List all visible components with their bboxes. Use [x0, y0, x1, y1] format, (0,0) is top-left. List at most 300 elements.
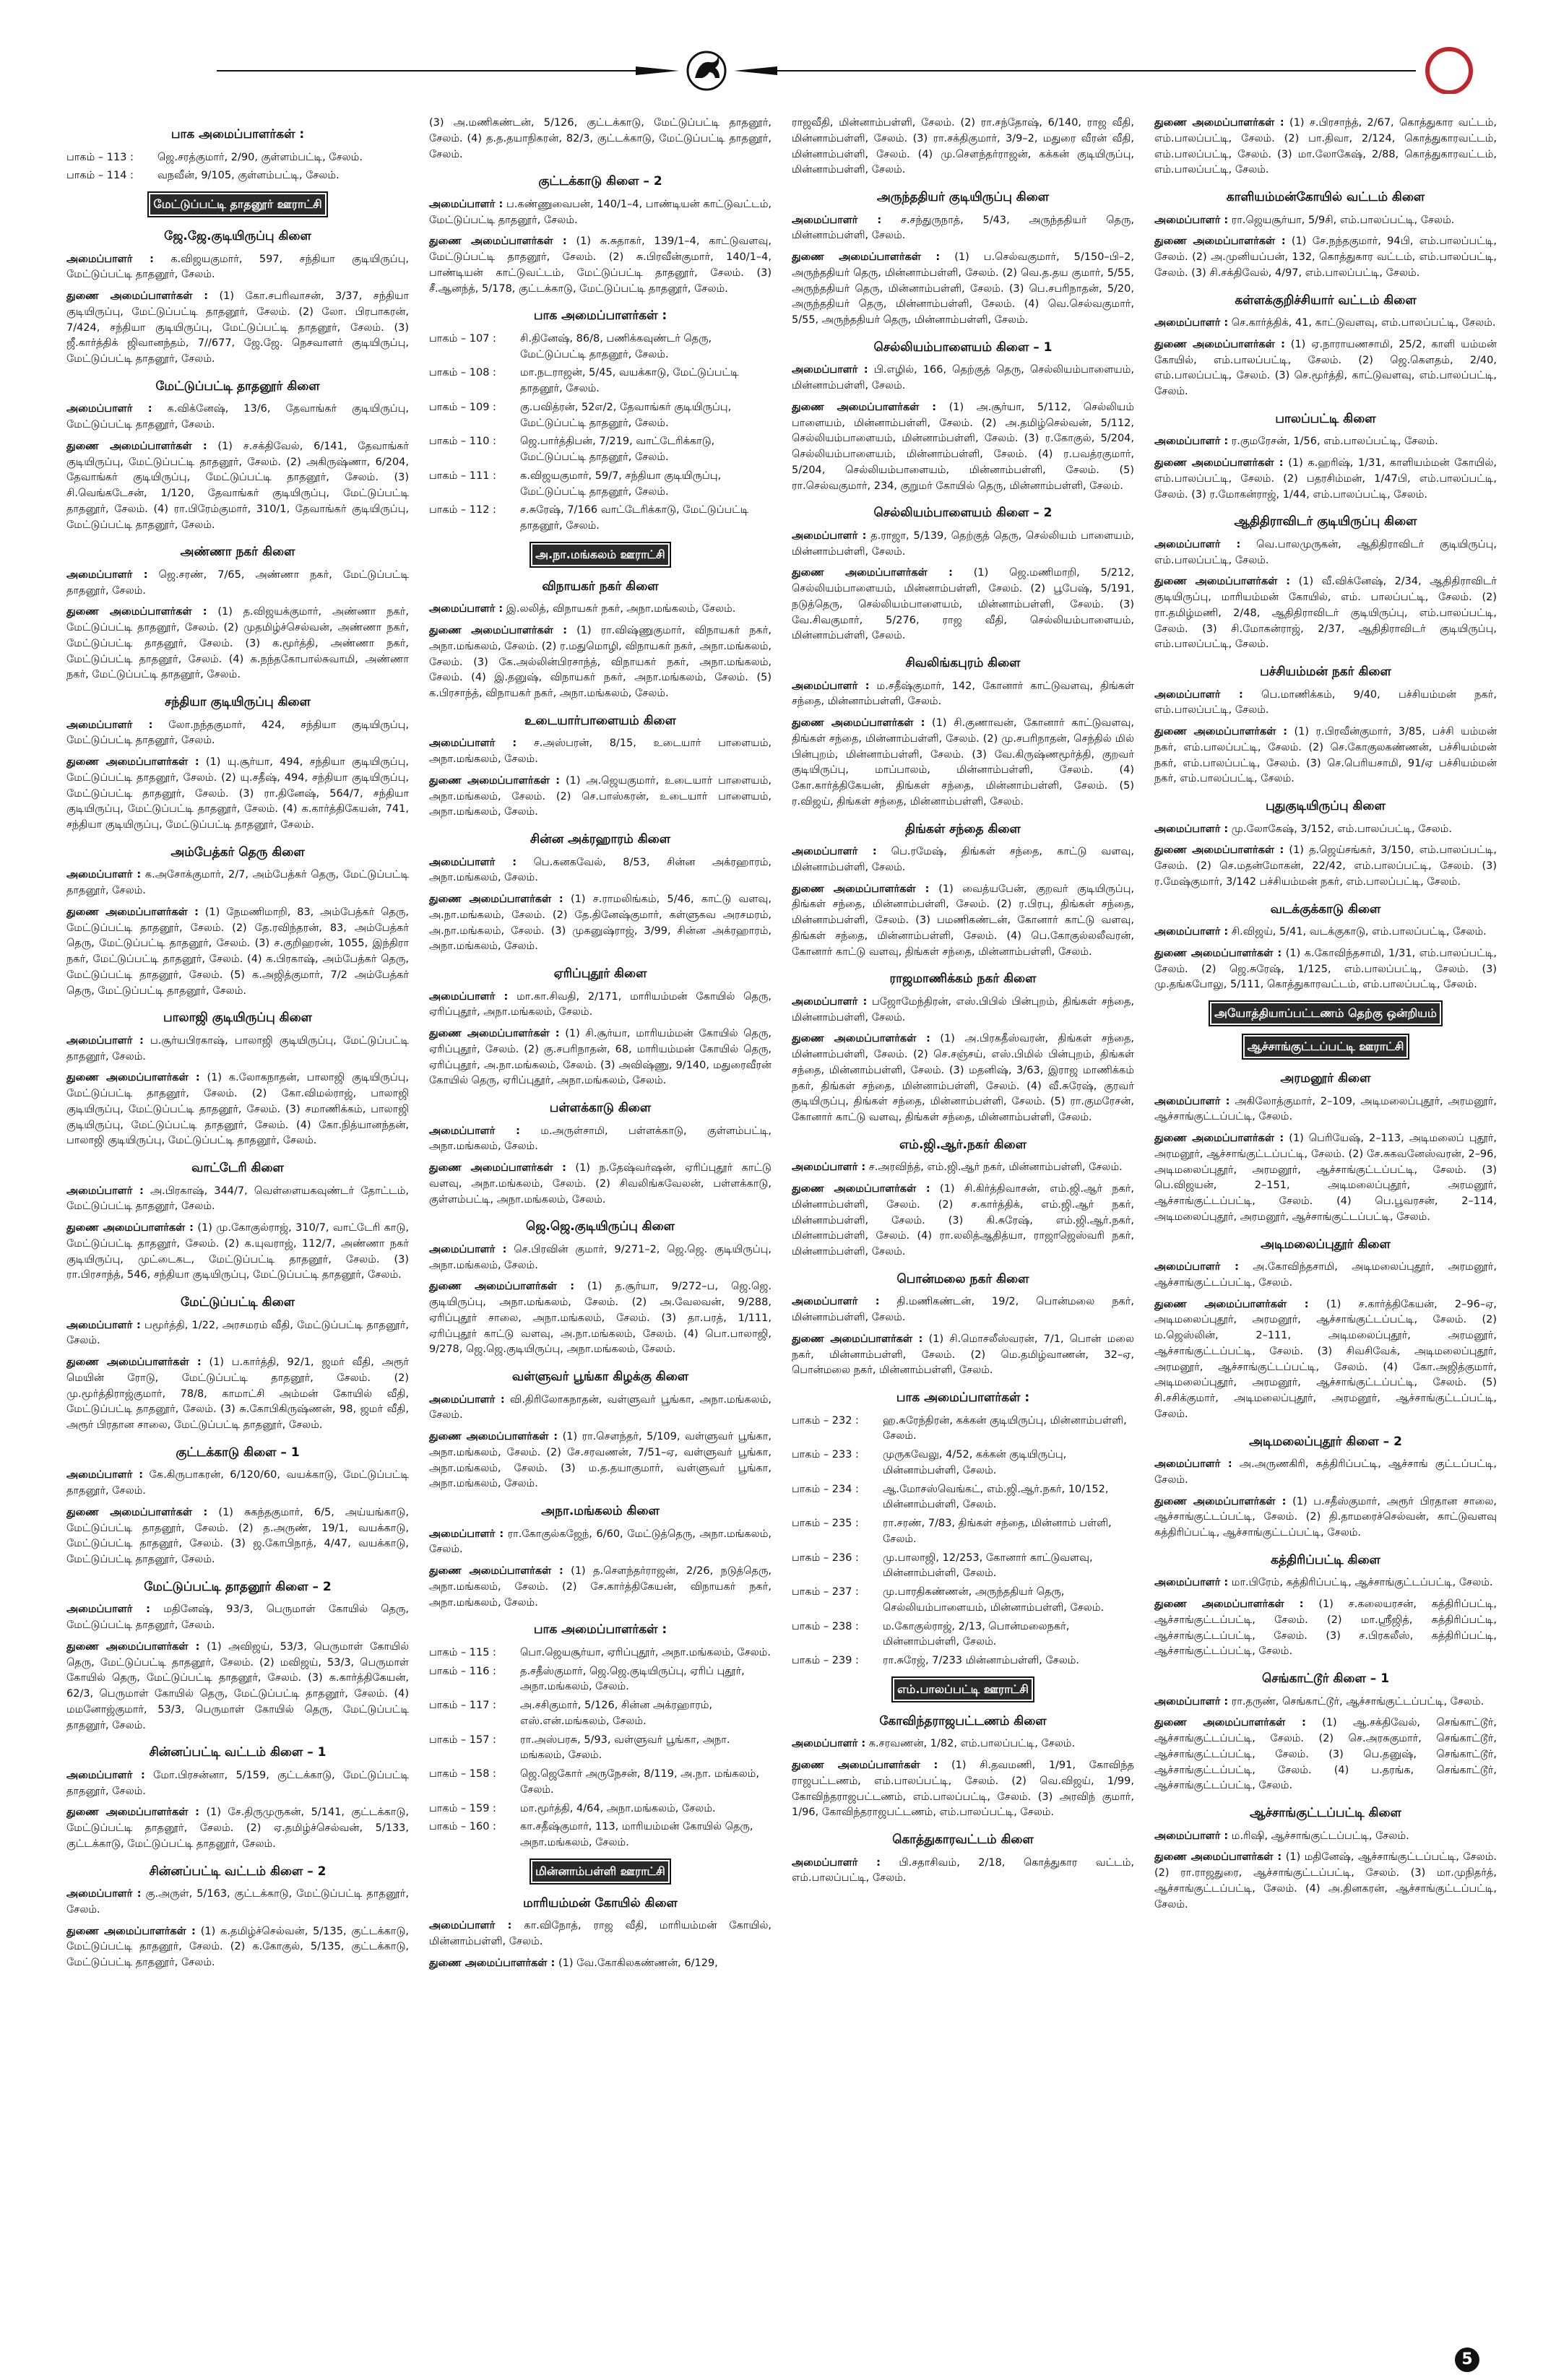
member-details: (1) அ.பிரகதீஸ்வரன், திங்கள் சந்தை, மின்னாம்பள்ளி, சேலம். (2) செ.சஞ்சய், எஸ்.பிமில் பின்புறம், திங்கள் சந்தை, மின்னாம்பள்ளி, சேலம். (3) மதனிஷ், 3/63, இராஜ மாணிக்கம் நகர், திங்கள் சந்தை, மின்னாம்பள்ளி, சேலம். (4) வீ.சுரேஷ், குரவர் குடியிருப்பு, திங்கள் சந்தை, மின்னாம்பள்ளி, சேலம். (5) ரா.குமரேசன், கோனார் காட்டு வளவு, திங்கள் சந்தை, மின்னாம்பள்ளி, சேலம். [792, 1033, 1134, 1123]
ward-row [792, 1653, 1134, 1669]
ward-row [429, 400, 772, 432]
ward-row [792, 1585, 1134, 1617]
member-entry [1154, 574, 1497, 653]
member-entry [1154, 946, 1497, 993]
ward-member: மு.பாலாஜி, 12/253, கோனார் காட்டுவளவு, மின்னாம்பள்ளி, சேலம். [883, 1552, 1093, 1580]
column-4 [1154, 116, 1497, 2337]
section-heading: மாரியம்மன் கோயில் கிளை [523, 1895, 678, 1911]
member-details: (1) வே.கோகிலகண்ணன், 6/129, [558, 1957, 718, 1969]
ward-member: சி.தினேஷ், 86/8, பணிக்கவுண்டர் தெரு, மேட்டுப்பட்டி தாதனூர், சேலம். [520, 332, 712, 360]
section-heading: ஜெ.ஜெ.குடியிருப்பு கிளை [525, 1219, 675, 1234]
ward-row [429, 332, 772, 363]
member-details: ச.அஸ்பரன், 8/15, உடையார் பாளையம், அநா.மங்கலம், சேலம். [429, 737, 772, 765]
role-label: அமைப்பாளர் : [66, 1319, 141, 1331]
role-label: அமைப்பாளர் : [66, 568, 148, 581]
member-entry [66, 1602, 409, 1634]
role-label: துணை அமைப்பாளர்கள் : [792, 1333, 923, 1345]
section-heading: செல்லியம்பாளையம் கிளை – 1 [873, 339, 1053, 355]
section-heading: அடிமலைப்புதூர் கிளை [1261, 1237, 1391, 1252]
member-details: (1) அ.ஜெயகுமார், உடையார் பாளையம், அநா.மங்கலம், சேலம். (2) செ.பாஸ்கரன், உடையார் பாளையம், அநா.மங்கலம், சேலம். [429, 774, 772, 818]
role-label: அமைப்பாளர் : [66, 1604, 150, 1616]
member-details: (1) சி.தவமணி, 1/91, கோவிந்த ராஜபட்டணம், எம்.பாலப்பட்டி, சேலம். (2) வெ.விஜய், 1/99, கோவிந்தராஜபட்டணம், எம்.பாலப்பட்டி, சேலம். (3) அரவிந் குமார், 1/96, கோவிந்தராஜபட்டணம், எம்.பாலப்பட்டி, சேலம். [792, 1760, 1134, 1819]
member-entry [1154, 1575, 1497, 1591]
ward-number: பாகம் – 237 : [792, 1586, 859, 1598]
member-entry [429, 736, 772, 768]
ward-row [429, 1819, 772, 1851]
member-entry [66, 1184, 409, 1216]
role-label: அமைப்பாளர் : [66, 1888, 142, 1900]
member-entry [792, 213, 1134, 245]
member-entry [1154, 724, 1497, 787]
ward-number: பாகம் – 234 : [792, 1483, 859, 1495]
ward-member: ரா.சரண், 7/83, திங்கள் சந்தை, மின்னாம் பள்ளி, சேலம். [883, 1518, 1112, 1545]
member-entry [429, 1956, 772, 1972]
member-details: த.ராஜா, 5/139, தெற்குத் தெரு, செல்லியம் பாளையம், மின்னாம்பள்ளி, சேலம். [792, 529, 1134, 558]
role-label: அமைப்பாளர் : [1154, 1577, 1229, 1589]
member-details: பஜோமேந்திரன், எஸ்.பிபில் பின்புறம், திங்கள் சந்தை, மின்னாம்பள்ளி, சேலம். [792, 995, 1134, 1024]
section-heading: கத்திரிப்பட்டி கிளை [1271, 1552, 1380, 1567]
role-label: அமைப்பாளர் : [1154, 1695, 1229, 1708]
role-label: அமைப்பாளர் : [1154, 1261, 1239, 1273]
role-label: துணை அமைப்பாளர்கள் : [1154, 1495, 1287, 1507]
role-label: துணை அமைப்பாளர்கள் : [429, 1028, 560, 1039]
member-entry [429, 1918, 772, 1950]
role-label: அமைப்பாளர் : [429, 737, 517, 750]
panchayat-banner: அ.நா.மங்கலம் ஊராட்சி [530, 542, 670, 568]
role-label: துணை அமைப்பாளர்கள் : [429, 893, 563, 905]
member-entry [1154, 1715, 1497, 1794]
section-heading: காளியம்மன்கோயில் வட்டம் கிளை [1226, 190, 1425, 204]
member-entry [1154, 1829, 1497, 1845]
member-entry [792, 1294, 1134, 1326]
header-ornament [0, 0, 1543, 94]
role-label: துணை அமைப்பாளர்கள் : [792, 1033, 930, 1045]
member-details: (1) ரா.செளந்தர், 5/109, வள்ளுவர் பூங்கா, அநா.மங்கலம், சேலம். (2) சே.சரவணன், 7/51–ஏ, வள்ளுவர் பூங்கா, அநா.மங்கலம், சேலம். (3) ம.த.தயாகுமார், வள்ளுவர் பூங்கா, அநா.மங்கலம், சேலம். [429, 1431, 772, 1490]
member-entry [429, 1026, 772, 1089]
role-label: துணை அமைப்பாளர்கள் : [429, 1281, 575, 1293]
member-entry [429, 990, 772, 1021]
member-entry [1154, 1597, 1497, 1660]
member-details: கா.விநோத், ராஜ வீதி, மாரியம்மன் கோயில், மின்னாம்பள்ளி, சேலம். [429, 1920, 772, 1947]
member-entry [1154, 925, 1497, 940]
role-label: அமைப்பாளர் : [1154, 1830, 1229, 1842]
section-heading: பச்சியம்மன் நகர் கிளை [1260, 665, 1391, 679]
member-entry [1154, 1297, 1497, 1423]
panchayat-banner: எம்.பாலப்பட்டி ஊராட்சி [891, 1676, 1034, 1702]
section-heading: எம்.ஜி.ஆர்.நகர் கிளை [899, 1137, 1026, 1152]
member-details: (1) க.ஹரிஷ், 1/31, காளியம்மன் கோயில், எம்.பாலப்பட்டி, சேலம். (2) பதரசிம்மன், 1/47பி, எம்.பாலப்பட்டி, சேலம். (3) ர.மோகன்ராஜ், 1/44, எம்.பாலப்பட்டி, சேலம். [1154, 457, 1497, 501]
member-details: க.விஜயகுமார், 597, சந்தியா குடியிருப்பு, மேட்டுப்பட்டி தாதனூர், சேலம். [66, 253, 409, 281]
ward-number: பாகம் – 109 : [429, 401, 496, 413]
role-label: துணை அமைப்பாளர்கள் : [66, 1640, 200, 1653]
role-label: துணை அமைப்பாளர்கள் : [1154, 457, 1284, 469]
member-details: (1) மு.கோகுல்ராஜ், 310/7, வாட்டேரி காடு, மேட்டுப்பட்டி தாதனூர், சேலம். (2) க.யுவராஜ், 112/7, அண்ணா நகர் குடியிருப்பு, முட்டைகட, மேட்டுப்பட்டி தாதனூர், சேலம். (3) ரா.பிரசாந்த், 546, சந்தியா குடியிருப்பு, மேட்டுப்பட்டி தாதனூர், சேலம். [66, 1222, 409, 1281]
ward-row [429, 1801, 772, 1817]
member-entry [66, 1034, 409, 1065]
member-entry [66, 252, 409, 284]
ward-member: ரா.சுரேஜ், 7/233 மின்னாம்பள்ளி, சேலம். [883, 1655, 1080, 1666]
column-1 [66, 116, 409, 2337]
role-label: துணை அமைப்பாளர்கள் : [1154, 1298, 1309, 1310]
section-heading: ஆதிதிராவிடர் குடியிருப்பு கிளை [1234, 514, 1417, 529]
member-entry [792, 566, 1134, 644]
section-heading: அண்ணா நகர் கிளை [180, 545, 295, 560]
member-details: (1) ஏ.நாராயணசாமி, 25/2, காளி யம்மன் கோயில், எம்.பாலப்பட்டி, சேலம். (2) ஜெ.கௌதம், 2/40, எம்.பாலப்பட்டி, சேலம். (3) செ.மூர்த்தி, காட்டுவளவு, எம்.பாலப்பட்டி, சேலம். [1154, 338, 1497, 397]
role-label: அமைப்பாளர் : [792, 364, 868, 376]
member-entry [66, 1768, 409, 1800]
role-label: துணை அமைப்பாளர்கள் : [1154, 1717, 1306, 1729]
member-entry [66, 1221, 409, 1284]
member-entry [1154, 213, 1497, 229]
role-label: அமைப்பாளர் : [1154, 688, 1243, 701]
section-heading: செங்காட்டூர் கிளை – 1 [1261, 1671, 1390, 1686]
column-3 [792, 116, 1134, 2337]
member-entry [792, 1031, 1134, 1126]
ward-number: பாகம் – 158 : [429, 1768, 496, 1780]
column-2 [429, 116, 772, 2337]
role-label: துணை அமைப்பாளர்கள் : [66, 1806, 199, 1819]
role-label: துணை அமைப்பாளர்கள் : [1154, 1598, 1304, 1610]
role-label: அமைப்பாளர் : [1154, 823, 1229, 835]
role-label: துணை அமைப்பாளர்கள் : [66, 440, 207, 452]
section-heading: பாக அமைப்பாளர்கள் : [533, 1622, 667, 1637]
member-details: க.விக்னேஷ், 13/6, தேவாங்கர் குடியிருப்பு, மேட்டுப்பட்டி தாதனூர், சேலம். [66, 403, 409, 430]
section-heading: ஆச்சாங்குட்டப்பட்டி கிளை [1250, 1806, 1401, 1820]
section-heading: பாலாஜி குடியிருப்பு கிளை [163, 1011, 313, 1026]
section-heading: பாக அமைப்பாளர்கள் : [170, 127, 305, 142]
member-entry [66, 1887, 409, 1918]
section-heading: அநா.மங்கலம் கிளை [541, 1504, 660, 1518]
ward-number: பாகம் – 232 : [792, 1414, 859, 1427]
ward-row [429, 365, 772, 397]
role-label: அமைப்பாளர் : [66, 1469, 144, 1481]
section-heading: அருந்ததியர் குடியிருப்பு கிளை [876, 190, 1050, 204]
role-label: துணை அமைப்பாளர்கள் : [66, 756, 199, 768]
section-heading: பாக அமைப்பாளர்கள் : [533, 308, 667, 324]
member-entry [1154, 234, 1497, 281]
member-details: (1) ந.தேஷ்வர்ஷன், ஏரிப்புதூர் காட்டு வளவு, அநா.மங்கலம், சேலம். (2) சிவலிங்கவேலன், பள்ளக்காடு, குள்ளம்பட்டி, அநா.மங்கலம், சேலம். [429, 1162, 772, 1206]
ward-row [66, 150, 409, 166]
role-label: அமைப்பாளர் : [792, 995, 868, 1008]
member-details: (1) க.லோகநாதன், பாலாஜி குடியிருப்பு, மேட்டுப்பட்டி தாதனூர், சேலம். (2) கோ.விமல்ராஜ், பாலாஜி குடியிருப்பு, மேட்டுப்பட்டி தாதனூர், சேலம். (3) சமாணிக்கம், பாலாஜி குடியிருப்பு, மேட்டுப்பட்டி தாதனூர், சேலம். (4) கோ.நித்யானந்தன், பாலாஜி குடியிருப்பு, மேட்டுப்பட்டி தாதனூர், சேலம். [66, 1072, 409, 1147]
member-details: பெ.ரமேஷ், திங்கள் சந்தை, காட்டு வளவு, மின்னாம்பள்ளி, சேலம். [792, 846, 1134, 873]
member-details: ப.கண்ணுவைபன், 140/1–4, பாண்டியன் காட்டுவட்டம், மேட்டுப்பட்டி தாதனூர், சேலம். [429, 198, 772, 226]
role-label: துணை அமைப்பாளர்கள் : [792, 717, 925, 729]
section-heading: ஏரிப்புதூர் கிளை [553, 966, 647, 981]
ward-number: பாகம் – 113 : [66, 151, 134, 163]
role-label: துணை அமைப்பாளர்கள் : [66, 606, 207, 618]
member-details: (1) ச.சக்திவேல், 6/141, தேவாங்கர் குடியிருப்பு, மேட்டுப்பட்டி தாதனூர், சேலம். (2) அகிருஷ்ணா, 6/204, தேவாங்கர் குடியிருப்பு, மேட்டுப்பட்டி தாதனூர், சேலம். (3) சி.வெங்கடேசன், 1/120, தேவாங்கர் குடியிருப்பு, மேட்டுப்பட்டி தாதனூர், சேலம். (4) ரா.பிரேம்குமார், 310/1, தேவாங்கர் குடியிருப்பு, மேட்டுப்பட்டி தாதனூர், சேலம். [66, 440, 409, 531]
role-label: அமைப்பாளர் : [429, 990, 509, 1003]
member-details: (1) ஜெ.மணிமாறி, 5/212, செல்லியம்பாளையம், மின்னாம்பள்ளி, சேலம். (2) பூபேஷ், 5/191, நடுத்தெரு, செல்லியம்பாளையம், மின்னாம்பள்ளி, சேலம். (3) வே.சிவகுமார், 5/276, ராஜ வீதி, செல்லியம்பாளையம், மின்னாம்பள்ளி, சேலம். [792, 567, 1134, 642]
role-label: துணை அமைப்பாளர்கள் : [1154, 576, 1291, 588]
role-label: அமைப்பாளர் : [792, 1856, 881, 1869]
member-entry [66, 1070, 409, 1149]
ward-member: மா.நடராஜன், 5/45, வயக்காடு, மேட்டுப்பட்டி தாதனூர், சேலம். [520, 367, 739, 394]
section-heading: கொத்துகாரவட்டம் கிளை [892, 1832, 1034, 1847]
member-entry [1154, 456, 1497, 503]
section-heading: சின்ன அக்ரஹாரம் கிளை [530, 832, 671, 847]
member-entry [1154, 434, 1497, 450]
role-label: துணை அமைப்பாளர்கள் : [1154, 726, 1288, 737]
ward-number: பாகம் – 108 : [429, 367, 496, 379]
ward-member: ஜெ.ஜெகோர் அருநேசன், 8/119, அ.நா. மங்கலம், சேலம். [520, 1768, 759, 1796]
ward-number: பாகம் – 233 : [792, 1449, 859, 1461]
role-label: துணை அமைப்பாளர்கள் : [429, 1957, 556, 1969]
member-details: (1) சி.கிர்த்திவாசன், எம்.ஜி.ஆர் நகர், மின்னாம்பள்ளி, சேலம். (2) ச.கார்த்திக், எம்.ஜி.ஆர் நகர், மின்னாம்பள்ளி, சேலம். (3) கி.சுரேஷ், எம்.ஜி.ஆர்.நகர், மின்னாம்பள்ளி, சேலம். (4) ரா.லலித்ஆதித்யா, ராஜாஜெஸ்வரி நகர், மின்னாம்பள்ளி, சேலம். [792, 1183, 1134, 1258]
member-details: (1) அவிஜய், 53/3, பெருமாள் கோயில் தெரு, மேட்டுப்பட்டி தாதனூர், சேலம். (2) மவிஜய், 53/3, பெருமாள் கோயில் தெரு, மேட்டுப்பட்டி தாதனூர், சேலம். (3) க.கார்த்திகேயன், 62/3, பெருமாள் கோயில் தெரு, மேட்டுப்பட்டி தாதனூர், சேலம். (4) மமனோஜ்குமார், 53/3, பெருமாள் கோயில் தெரு, மேட்டுப்பட்டி தாதனூர், சேலம். [66, 1640, 409, 1731]
ward-number: பாகம் – 238 : [792, 1620, 859, 1632]
member-details: ச.சந்துருநாத், 5/43, அருந்ததியர் தெரு, மின்னாம்பள்ளி, சேலம். [792, 214, 1134, 242]
member-entry [792, 250, 1134, 329]
section-heading: மேட்டுப்பட்டி தாதனூர் கிளை [155, 378, 320, 394]
role-label: துணை அமைப்பாளர்கள் : [429, 235, 567, 248]
role-label: அமைப்பாளர் : [429, 1920, 512, 1932]
role-label: துணை அமைப்பாளர்கள் : [1154, 844, 1284, 857]
ward-number: பாகம் – 115 : [429, 1646, 496, 1658]
member-details: அ.பிரகாஷ், 344/7, வெள்ளையகவுண்டர் தோட்டம், மேட்டுப்பட்டி தாதனூர், சேலம். [66, 1185, 409, 1213]
member-entry [66, 867, 409, 899]
member-entry [66, 718, 409, 750]
panchayat-banner: மேட்டுப்பட்டி தாதனூர் ஊராட்சி [147, 191, 327, 217]
member-details: பமூர்த்தி, 1/22, அரசமரம் வீதி, மேட்டுப்பட்டி தாதனூர், சேலம். [66, 1319, 409, 1347]
member-details: (1) வைத்யபேன், குறவர் குடியிருப்பு, திங்கள் சந்தை, மின்னாம்பள்ளி, சேலம். (2) ர.பிரபு, திங்கள் சந்தை, மின்னாம்பள்ளி, சேலம். (3) பமணிகண்டன், கோனார் காட்டு வளவு, திங்கள் சந்தை, மின்னாம்பள்ளி, சேலம். (4) பெ.கோகுல்லலீவரன், கோனார் காட்டு வளவு, திங்கள் சந்தை, மின்னாம்பள்ளி, சேலம். [792, 883, 1134, 958]
section-heading: அடிமலைப்புதூர் கிளை – 2 [1249, 1434, 1402, 1449]
section-heading: பள்ளக்காடு கிளை [549, 1101, 652, 1115]
role-label: அமைப்பாளர் : [66, 1034, 144, 1047]
panchayat-banner: மின்னாம்பள்ளி ஊராட்சி [530, 1858, 671, 1884]
member-details: ரா.கோகுல்கஜேந், 6/60, மேட்டுத்தெரு, அநா.மங்கலம், சேலம். [429, 1528, 772, 1556]
member-details: (1) த.ஜெய்சங்கர், 3/150, எம்.பாலப்பட்டி, சேலம். (2) செ.மதன்மோகன், 22/42, எம்.பாலப்பட்டி, சேலம். (3) ர.மேஷ்குமார், 3/142 பச்சியம்மன் நகர், எம்.பாலப்பட்டி, சேலம். [1154, 844, 1497, 888]
member-details: செ.கார்த்திக், 41, காட்டுவளவு, எம்.பாலப்பட்டி, சேலம். [1231, 317, 1496, 329]
member-details: தி.மணிகண்டன், 19/2, பொன்மலை நகர், மின்னாம்பள்ளி, சேலம். [792, 1296, 1134, 1323]
section-heading: குட்டக்காடு கிளை – 2 [538, 174, 662, 189]
section-heading: சிவலிங்கபுரம் கிளை [905, 656, 1021, 670]
member-details: ர.குமரேசன், 1/56, எம்.பாலப்பட்டி, சேலம். [1231, 436, 1438, 448]
ward-row [429, 503, 772, 535]
article-columns [66, 116, 1497, 2337]
ward-member: ச.சுரேஷ், 7/166 வாட்டேரிக்காடு, மேட்டுப்பட்டி தாதனூர், சேலம். [520, 504, 749, 532]
member-details: (1) ரா.விஷ்ணுகுமார், விநாயகர் நகர், அநா.மங்கலம், சேலம். (2) ர.மதுமொழி, விநாயகர் நகர், அநா.மங்கலம், சேலம். (3) கே.அல்லின்பிரசாந்த், விநாயகர் நகர், அநா.மங்கலம், சேலம். (4) இ.தனுஷ், விநாயகர் நகர், அநா.மங்கலம், சேலம். (5) க.பிரசாந்த், விநாயகர் நகர், அநா.மங்கலம், சேலம். [429, 625, 772, 699]
role-label: துணை அமைப்பாளர்கள் : [66, 1925, 196, 1937]
ward-member: முருகவேலு, 4/52, கக்கன் குடியிருப்பு, மின்னாம்பள்ளி, சேலம். [883, 1449, 1067, 1476]
role-label: அமைப்பாளர் : [66, 719, 153, 731]
role-label: துணை அமைப்பாளர்கள் : [429, 1431, 558, 1442]
member-entry [792, 1736, 1134, 1752]
ward-member: ஜெ.பார்த்திபன், 7/219, வாட்டேரிக்காடு, மேட்டுப்பட்டி தாதனூர், சேலம். [520, 436, 715, 463]
member-entry [1154, 688, 1497, 719]
member-entry [1154, 843, 1497, 890]
ward-row [792, 1551, 1134, 1583]
role-label: அமைப்பாளர் : [792, 1738, 866, 1750]
member-entry [1154, 1260, 1497, 1291]
role-label: துணை அமைப்பாளர்கள் : [792, 567, 953, 579]
role-label: அமைப்பாளர் : [66, 1769, 145, 1781]
member-details: (1) த.விஜயக்குமார், அண்ணா நகர், மேட்டுப்பட்டி தாதனூர், சேலம். (2) முதமிழ்ச்செல்வன், அண்ணா நகர், மேட்டுப்பட்டி தாதனூர், சேலம். (3) க.மூர்த்தி, அண்ணா நகர், மேட்டுப்பட்டி தாதனூர், சேலம். (4) க.நந்தகோபால்சுவாமி, அண்ணா நகர், மேட்டுப்பட்டி தாதனூர், சேலம். [66, 606, 409, 681]
member-entry [792, 679, 1134, 711]
member-details: ரா.ஜெயசூர்யா, 5/9சி, எம்.பாலப்பட்டி, சேலம். [1231, 214, 1455, 226]
member-details: பி.எழில், 166, தெற்குத் தெரு, செல்லியம்பாளையம், மின்னாம்பள்ளி, சேலம். [792, 364, 1134, 391]
role-label: துணை அமைப்பாளர்கள் : [792, 1183, 930, 1195]
member-details: (1) ர.பிரவீன்குமார், 3/85, பச்சி யம்மன் நகர், எம்.பாலப்பட்டி, சேலம். (2) செ.கோகுலகண்ணன், பச்சியம்மன் நகர், எம்.பாலப்பட்டி, சேலம். (3) செ.பெரியசாமி, 91/ஏ பச்சியம்மன் நகர், எம்.பாலப்பட்டி, சேலம். [1154, 726, 1497, 785]
member-entry [429, 1279, 772, 1358]
member-details: மா.பிரேம், கத்திரிப்பட்டி, ஆச்சாங்குட்டப்பட்டி, சேலம். [1231, 1577, 1493, 1589]
role-label: துணை அமைப்பாளர்கள் : [66, 906, 199, 918]
member-entry [1154, 337, 1497, 400]
ward-member: மு.பாரதிகண்ணன், அருந்ததியர் தெரு, செல்லியம்பாளையம், மின்னாம்பள்ளி, சேலம். [883, 1586, 1105, 1614]
member-entry [1154, 1695, 1497, 1710]
section-heading: பாக அமைப்பாளர்கள் : [896, 1390, 1030, 1405]
member-details: மதினேஷ், 93/3, பெருமாள் கோயில் தெரு, மேட்டுப்பட்டி தாதனூர், சேலம். [66, 1604, 409, 1631]
role-label: துணை அமைப்பாளர்கள் : [1154, 117, 1284, 129]
member-details: (1) கோ.சபரிவாசன், 3/37, சந்தியா குடியிருப்பு, மேட்டுப்பட்டி தாதனூர், சேலம். (2) லோ. பிரபாகரன், 7/424, சந்தியா குடியிருப்பு, மேட்டுப்பட்டி தாதனூர், சேலம். (3) ஜீ.கார்த்திக் ஜிவானந்தம், 7//677, ஜே.ஜே. நெசவாளர் குடியிருப்பு, மேட்டுப்பட்டி தாதனூர், சேலம். [66, 290, 409, 365]
member-entry [66, 905, 409, 1000]
ward-row [429, 469, 772, 501]
section-heading: புதுகுடியிருப்பு கிளை [1266, 799, 1386, 813]
ward-row [429, 1733, 772, 1765]
member-details: அ.அருணகிரி, கத்திரிப்பட்டி, ஆச்சாங் குட்டப்பட்டி, சேலம். [1154, 1458, 1497, 1486]
ward-row [792, 1482, 1134, 1514]
role-label: அமைப்பாளர் : [429, 1528, 504, 1540]
ward-number: பாகம் – 110 : [429, 436, 496, 448]
role-label: அமைப்பாளர் : [1154, 214, 1229, 226]
role-label: அமைப்பாளர் : [66, 1185, 144, 1197]
member-details: (1) ப.செல்வகுமார், 5/150–பி–2, அருந்ததியர் தெரு, மின்னாம்பள்ளி, சேலம். (2) வெ.த.தய குமார், 5/55, அருந்ததியர் தெரு, மின்னாம்பள்ளி, சேலம். (3) பெ.சபரிநாதன், 5/20, அருந்ததியர் தெரு, மின்னாம்பள்ளி, சேலம். (4) வெ.செல்வகுமார், 5/55, அருந்ததியர் தெரு, மின்னாம்பள்ளி, சேலம். [792, 251, 1134, 326]
role-label: அமைப்பாளர் : [66, 403, 152, 415]
role-label: துணை அமைப்பாளர்கள் : [66, 1222, 194, 1234]
member-details: (1) மதினேஷ், ஆச்சாங்குட்டப்பட்டி, சேலம். (2) ரா.ராஜதுரை, ஆச்சாங்குட்டப்பட்டி, சேலம். (3) மா.முநிதர்த், ஆச்சாங்குட்டப்பட்டி, சேலம். (4) அ.தினகரன், ஆச்சாங்குட்டப்பட்டி, சேலம். [1154, 1851, 1497, 1911]
member-entry [66, 605, 409, 683]
ward-member: ஜெ.சரத்குமார், 2/90, குள்ளம்பட்டி, சேலம். [157, 151, 363, 163]
member-details: மு.லோகேஷ், 3/152, எம்.பாலப்பட்டி, சேலம். [1231, 823, 1452, 835]
member-details: (1) சே.திருமுருகன், 5/141, குட்டக்காடு, மேட்டுப்பட்டி தாதனூர், சேலம். (2) ஏ.தமிழ்ச்செல்வன், 5/133, குட்டக்காடு, மேட்டுப்பட்டி தாதனூர், சேலம். [66, 1806, 409, 1850]
member-entry [1154, 116, 1497, 178]
role-label: துணை அமைப்பாளர்கள் : [429, 1565, 563, 1577]
member-details: (1) ப.கார்த்தி, 92/1, ஜமர் வீதி, அரூர் மெயின் ரோடு, மேட்டுப்பட்டி தாதனூர், சேலம். (2) மு.மூர்த்திராஜ்குமார், 78/8, காமாட்சி அம்மன் கோயில் வீதி, மேட்டுப்பட்டி தாதனூர், சேலம். (3) சு.கோபிகிருஷ்ணன், 98, ஜமர் வீதி, அரூர் பிரதான சாலை, மேட்டுப்பட்டி தாதனூர், சேலம். [66, 1356, 409, 1431]
member-details: அகிலோத்குமார், 2–109, அடிமலைப்புதூர், அரமனூர், ஆச்சாங்குட்டப்பட்டி, சேலம். [1154, 1095, 1497, 1123]
member-details: (1) பெரியேஷ், 2–113, அடிமலைப் புதூர், அரமனூர், ஆச்சாங்குட்டப்பட்டி, சேலம். (2) சே.சுகவனேஸ்வரன், 2–96, அடிமலைப்புதூர், அரமனூர், ஆச்சாங்குட்டப்பட்டி, சேலம். (3) பெ.விஜயன், 2–151, அடிமலைப்புதூர், அரமனூர், ஆச்சாங்குட்டப்பட்டி, சேலம். (4) பெ.பூவரசன், 2–114, அடிமலைப்புதூர், அரமனூர், ஆச்சாங்குட்டப்பட்டி, சேலம். [1154, 1133, 1497, 1223]
member-details: (1) சி.மொசலீஸ்வரன், 7/1, பொன் மலை நகர், மின்னாம்பள்ளி, சேலம். (2) மெ.தமிழ்வாணன், 32–ஏ, பொன்மலை நகர், மின்னாம்பள்ளி, சேலம். [792, 1333, 1134, 1377]
section-heading: செல்லியம்பாளையம் கிளை – 2 [873, 506, 1053, 521]
member-entry [792, 716, 1134, 810]
role-label: துணை அமைப்பாளர்கள் : [1154, 1133, 1284, 1144]
role-label: துணை அமைப்பாளர்கள் : [792, 401, 937, 413]
role-label: அமைப்பாளர் : [429, 603, 503, 615]
member-entry [792, 1160, 1134, 1176]
member-entry [66, 1505, 409, 1568]
section-heading: மேட்டுப்பட்டி கிளை [180, 1295, 295, 1310]
member-details: மா.கா.சிவதி, 2/171, மாரியம்மன் கோயில் தெரு, ஏரிப்புதூர், அநா.மங்கலம், சேலம். [429, 990, 772, 1018]
role-label: துணை அமைப்பாளர்கள் : [1154, 1851, 1282, 1864]
ward-row [792, 1448, 1134, 1479]
member-entry [792, 995, 1134, 1026]
member-details: (1) ஆ.சக்திவேல், செங்காட்டூர், ஆச்சாங்குட்டப்பட்டி, சேலம். (2) செ.அரசுகுமார், செங்காட்டூர், ஆச்சாங்குட்டப்பட்டி, சேலம். (3) பெ.தனுஷ், செங்காட்டூர், ஆச்சாங்குட்டப்பட்டி, சேலம். (4) ப.தரங்க, செங்காட்டூர், ஆச்சாங்குட்டப்பட்டி, சேலம். [1154, 1717, 1497, 1792]
member-details: (1) க.தமிழ்ச்செல்வன், 5/135, குட்டக்காடு, மேட்டுப்பட்டி தாதனூர், சேலம். (2) க.கோகுல், 5/135, குட்டக்காடு, மேட்டுப்பட்டி தாதனூர், சேலம். [66, 1925, 409, 1968]
section-heading: பொன்மலை நகர் கிளை [896, 1271, 1029, 1286]
section-heading: பாலப்பட்டி கிளை [1275, 411, 1376, 426]
ward-member: கு.பவித்ரன், 52எ/2, தேவாங்கர் குடியிருப்பு, மேட்டுப்பட்டி தாதனூர், சேலம். [520, 401, 732, 429]
member-details: ஜெ.சரண், 7/65, அண்ணா நகர், மேட்டுப்பட்டி தாதனூர், சேலம். [66, 568, 409, 597]
member-details: செ.பிரவின் குமார், 9/271–2, ஜெ.ஜெ. குடியிருப்பு, அநா.மங்கலம், சேலம். [429, 1243, 772, 1271]
member-entry [66, 402, 409, 433]
member-details: இ.லலித், விநாயகர் நகர், அநா.மங்கலம், சேலம். [506, 603, 736, 615]
ward-member: ஆ.மோசஸ்வெங்கட், எம்.ஜி.ஆர்.நகர், 10/152, மின்னாம்பள்ளி, சேலம். [883, 1483, 1109, 1511]
section-heading: ஜே.ஜே.குடியிருப்பு கிளை [164, 229, 311, 243]
section-heading: அரமனூர் கிளை [1280, 1071, 1371, 1086]
section-heading: விநாயகர் நகர் கிளை [542, 579, 659, 594]
ward-member: த.சதீஸ்குமார், ஜெ.ஜெ.குடியிருப்பு, ஏரிப் புதூர், அநா.மங்கலம், சேலம். [520, 1665, 745, 1693]
member-entry [429, 1393, 772, 1424]
ward-row [792, 1516, 1134, 1548]
member-entry [66, 1640, 409, 1734]
member-details: பெ.மாணிக்கம், 9/40, பச்சியம்மன் நகர், எம்.பாலப்பட்டி, சேலம். [1154, 688, 1497, 717]
member-entry [792, 363, 1134, 394]
ward-member: அ.சசிகுமார், 5/126, சின்ன அக்ரஹாரம், எஸ்.என்.மங்கலம், சேலம். [520, 1700, 713, 1727]
member-entry [429, 774, 772, 821]
member-details: ம.ரிஷி, ஆச்சாங்குட்டப்பட்டி, சேலம். [1231, 1830, 1409, 1842]
section-heading: வள்ளுவர் பூங்கா கிழக்கு கிளை [511, 1369, 689, 1384]
member-details: (1) ச.கார்த்திகேயன், 2–96–ஏ, அடிமலைப்புதூர், அரமனூர், ஆச்சாங்குட்டப்பட்டி, சேலம். (2) ம.ஜெஸ்லின், 2–111, அடிமலைப்புதூர், அரமனூர், ஆச்சாங்குட்டப்பட்டி, சேலம். (3) சிவசிவேக், அடிமலைப்புதூர், அரமனூர், ஆச்சாங்குட்டப்பட்டி, சேலம். (4) கோ.அஜித்குமார், அடிமலைப்புதூர், அரமனூர், ஆச்சாங்குட்டப்பட்டி, சேலம். (5) சி.சசிக்குமார், அடிமலைப்புதூர், அரமனூர், ஆச்சாங்குட்டப்பட்டி, சேலம். [1154, 1298, 1497, 1420]
member-entry [1154, 1457, 1497, 1489]
member-entry [429, 234, 772, 297]
ward-member: ம.கோகுல்ராஜ், 2/13, பொன்மலைநகர், மின்னாம்பள்ளி, சேலம். [883, 1620, 1070, 1648]
member-details: (1) அ.சூர்யா, 5/112, செல்லியம் பாளையம், மின்னாம்பள்ளி, சேலம். (2) அ.தமிழ்செல்வன், 5/112, செல்லியம்பாளையம், மின்னாம்பள்ளி, சேலம். (3) ர.கோகுல், 5/204, செல்லியம்பாளையம், மின்னாம்பள்ளி, சேலம். (4) ர.பவத்ரகுமார், 5/204, செல்லியம்பாளையம், மின்னாம்பள்ளி, சேலம். (5) ரா.செல்வகுமார், 234, குறுமர் கோயில் தெரு, மின்னாம்பள்ளி, சேலம். [792, 401, 1134, 492]
role-label: துணை அமைப்பாளர்கள் : [66, 290, 209, 302]
member-entry [66, 568, 409, 600]
ward-row [792, 1414, 1134, 1445]
member-entry [792, 882, 1134, 961]
member-entry [792, 529, 1134, 561]
ward-member: மா.மூர்த்தி, 4/64, அநா.மங்கலம், சேலம். [520, 1802, 716, 1814]
member-details: (1) சி.சூர்யா, மாரியம்மன் கோயில் தெரு, ஏரிப்புதூர், சேலம். (2) கு.சபரிநாதன், 68, மாரியம்மன் கோயில் தெரு, ஏரிப்புதூர், அ.நா.மங்கலம், சேலம். (3) அவிஷ்ணு, 9/140, மதுரைவீரன் கோயில் தெரு, ஏரிப்புதூர், அநா.மங்கலம், சேலம். [429, 1028, 772, 1087]
ward-member: ஹ.சுரேந்திரன், கக்கன் குடியிருப்பு, மின்னாம்பள்ளி, சேலம். [883, 1414, 1127, 1442]
role-label: துணை அமைப்பாளர்கள் : [1154, 235, 1286, 248]
member-entry [66, 1355, 409, 1434]
role-label: அமைப்பாளர் : [792, 846, 877, 857]
member-entry [1154, 316, 1497, 332]
member-entry [429, 892, 772, 955]
section-heading: சின்னப்பட்டி வட்டம் கிளை – 2 [149, 1864, 327, 1879]
member-entry [1154, 537, 1497, 569]
ward-row [429, 1698, 772, 1730]
role-label: அமைப்பாளர் : [792, 214, 882, 226]
member-entry [429, 623, 772, 702]
member-entry [66, 1924, 409, 1971]
role-label: அமைப்பாளர் : [792, 529, 867, 542]
member-entry [792, 1332, 1134, 1379]
role-label: அமைப்பாளர் : [792, 1296, 880, 1308]
member-details: க.சரவணன், 1/82, எம்.பாலப்பட்டி, சேலம். [868, 1738, 1076, 1750]
member-entry [66, 289, 409, 368]
ward-number: பாகம் – 116 : [429, 1665, 496, 1677]
member-details: ம.சதீஷ்குமார், 142, கோனார் காட்டுவளவு, திங்கள் சந்தை, மின்னாம்பள்ளி, சேலம். [792, 680, 1134, 708]
member-entry [1154, 1094, 1497, 1126]
member-entry [429, 1161, 772, 1208]
role-label: துணை அமைப்பாளர்கள் : [792, 1760, 938, 1771]
role-label: அமைப்பாளர் : [66, 869, 142, 881]
member-entry [429, 1564, 772, 1611]
member-entry [66, 439, 409, 534]
member-entry [429, 197, 772, 229]
section-heading: சின்னப்பட்டி வட்டம் கிளை – 1 [149, 1745, 327, 1760]
page-number: 5 [1455, 2347, 1479, 2372]
section-heading: மேட்டுப்பட்டி தாதனூர் கிளை – 2 [144, 1579, 332, 1594]
member-details: (1) யு.சூர்யா, 494, சந்தியா குடியிருப்பு, மேட்டுப்பட்டி தாதனூர், சேலம். (2) யு.சதீஷ், 494, சந்தியா குடியிருப்பு, மேட்டுப்பட்டி தாதனூர், சேலம். (3) ரா.தினேஷ், 564/7, சந்தியா குடியிருப்பு, மேட்டுப்பட்டி தாதனூர், சேலம். (4) க.கார்த்திகேயன், 741, சந்தியா குடியிருப்பு, மேட்டுப்பட்டி தாதனூர், சேலம். [66, 756, 409, 831]
ward-number: பாகம் – 112 : [429, 504, 496, 516]
ward-number: பாகம் – 160 : [429, 1821, 496, 1833]
member-entry [429, 1429, 772, 1492]
member-entry [1154, 1494, 1497, 1541]
